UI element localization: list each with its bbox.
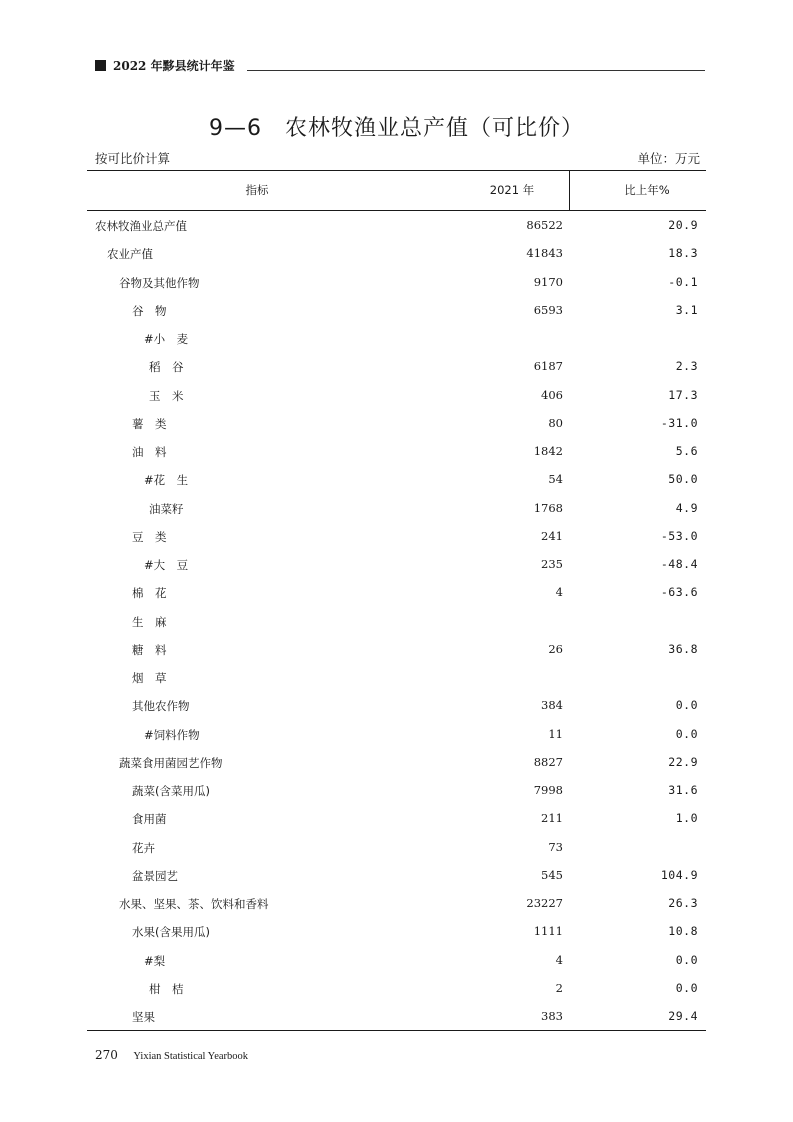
table-row xyxy=(87,297,706,325)
header-divider xyxy=(569,170,570,210)
table-row xyxy=(87,862,706,890)
row-ratio: 20.9 xyxy=(668,218,698,232)
row-ratio: 22.9 xyxy=(668,754,698,769)
row-value-2021: 73 xyxy=(548,839,563,854)
row-value-2021: 6593 xyxy=(533,302,563,317)
table-row xyxy=(87,664,706,692)
header-2021: 2021 年 xyxy=(489,183,535,197)
table-row xyxy=(87,495,706,523)
row-ratio: 10.8 xyxy=(668,924,698,939)
table-row xyxy=(87,636,706,664)
row-value-2021: 545 xyxy=(541,867,563,882)
table-row xyxy=(87,777,706,805)
running-head-rule xyxy=(247,70,705,71)
row-value-2021: 1768 xyxy=(533,500,563,515)
row-indicator-name: 其他农作物 xyxy=(132,699,190,714)
running-head xyxy=(95,56,705,76)
row-indicator-name: 玉 米 xyxy=(149,388,184,403)
row-ratio: -63.6 xyxy=(660,585,698,600)
row-value-2021: 1842 xyxy=(533,444,563,458)
row-value-2021: 384 xyxy=(541,698,563,713)
table-title: 9—6 农林牧渔业总产值（可比价） xyxy=(209,116,584,141)
header-indicator: 指标 xyxy=(245,183,269,197)
table-row xyxy=(87,834,706,862)
row-value-2021: 54 xyxy=(548,472,563,487)
row-value-2021: 8827 xyxy=(533,754,563,769)
row-value-2021: 1111 xyxy=(533,924,563,939)
row-ratio: 0.0 xyxy=(675,980,698,995)
table-row xyxy=(87,890,706,918)
row-value-2021: 9170 xyxy=(533,274,563,289)
table-row xyxy=(87,608,706,636)
row-value-2021: 6187 xyxy=(533,359,563,374)
row-value-2021: 2 xyxy=(555,980,563,995)
page-number: 270 xyxy=(95,1048,118,1062)
row-indicator-name: 农林牧渔业总产值 xyxy=(95,219,187,233)
row-indicator-name: 稻 谷 xyxy=(149,360,184,375)
table-row xyxy=(87,382,706,410)
table-row xyxy=(87,918,706,946)
row-ratio: 0.0 xyxy=(675,952,698,967)
row-indicator-name: 农业产值 xyxy=(107,247,153,262)
row-value-2021: 4 xyxy=(555,585,563,600)
row-ratio: 0.0 xyxy=(675,726,698,741)
table-bottom-rule xyxy=(87,1030,706,1031)
table-row xyxy=(87,269,706,297)
row-indicator-name: 烟 草 xyxy=(132,671,167,685)
row-ratio: 0.0 xyxy=(675,698,698,713)
table-row xyxy=(87,975,706,1003)
table-row xyxy=(87,240,706,268)
row-indicator-name: #花 生 xyxy=(144,473,189,488)
row-ratio: 36.8 xyxy=(668,641,698,656)
row-value-2021: 41843 xyxy=(526,246,563,261)
pricing-note: 按可比价计算 xyxy=(95,151,171,166)
table-row xyxy=(87,523,706,551)
row-ratio: 5.6 xyxy=(675,444,698,458)
row-indicator-name: 坚果 xyxy=(132,1010,155,1024)
row-ratio: 104.9 xyxy=(660,867,698,882)
row-ratio: 17.3 xyxy=(668,387,698,402)
table-header-rule xyxy=(87,210,706,211)
row-indicator-name: 花卉 xyxy=(132,840,155,855)
table-row xyxy=(87,410,706,438)
table-row xyxy=(87,212,706,240)
row-ratio: 31.6 xyxy=(668,783,698,797)
row-value-2021: 383 xyxy=(541,1009,563,1023)
row-value-2021: 235 xyxy=(541,557,563,571)
row-indicator-name: 薯 类 xyxy=(132,416,167,431)
row-value-2021: 406 xyxy=(541,387,563,402)
row-indicator-name: 谷物及其他作物 xyxy=(119,275,200,290)
row-ratio: -31.0 xyxy=(660,415,698,430)
row-indicator-name: #梨 xyxy=(144,953,166,968)
row-indicator-name: 豆 类 xyxy=(132,529,167,544)
row-value-2021: 26 xyxy=(548,641,563,656)
row-indicator-name: 蔬菜食用菌园艺作物 xyxy=(119,755,223,770)
row-indicator-name: 水果、坚果、茶、饮料和香料 xyxy=(119,897,269,911)
table-header xyxy=(87,170,706,210)
row-value-2021: 7998 xyxy=(533,783,563,797)
table-row xyxy=(87,692,706,720)
row-value-2021: 4 xyxy=(555,952,563,967)
row-ratio: 3.1 xyxy=(675,302,698,317)
row-indicator-name: 糖 料 xyxy=(132,642,167,657)
table-row xyxy=(87,721,706,749)
running-head-text: 2022 年黟县统计年鉴 xyxy=(113,59,235,73)
row-indicator-name: 蔬菜(含菜用瓜) xyxy=(132,784,210,798)
row-indicator-name: 谷 物 xyxy=(132,303,167,318)
row-indicator-name: 食用菌 xyxy=(132,812,167,827)
row-value-2021: 80 xyxy=(548,415,563,430)
table-row xyxy=(87,551,706,579)
table-row xyxy=(87,805,706,833)
table-row xyxy=(87,325,706,353)
table-row xyxy=(87,947,706,975)
row-indicator-name: 生 麻 xyxy=(132,614,167,629)
row-ratio: 1.0 xyxy=(675,811,698,826)
row-ratio: 26.3 xyxy=(668,896,698,910)
row-ratio: -53.0 xyxy=(660,528,698,543)
unit-note: 单位：万元 xyxy=(637,151,700,166)
table-body xyxy=(87,212,706,1031)
row-indicator-name: 盆景园艺 xyxy=(132,868,178,883)
header-ratio: 比上年% xyxy=(624,183,670,197)
row-indicator-name: 油菜籽 xyxy=(149,501,184,516)
row-ratio: -0.1 xyxy=(668,274,698,289)
row-value-2021: 211 xyxy=(541,811,563,826)
row-indicator-name: #饲料作物 xyxy=(144,727,200,742)
row-value-2021: 23227 xyxy=(526,896,563,910)
table-row xyxy=(87,749,706,777)
row-ratio: 2.3 xyxy=(675,359,698,374)
row-value-2021: 11 xyxy=(548,726,563,741)
table-row xyxy=(87,1003,706,1031)
row-indicator-name: 棉 花 xyxy=(132,586,167,601)
table-row xyxy=(87,466,706,494)
row-ratio: 29.4 xyxy=(668,1009,698,1023)
row-indicator-name: #大 豆 xyxy=(144,558,189,572)
table-row xyxy=(87,579,706,607)
row-ratio: -48.4 xyxy=(660,557,698,571)
row-ratio: 50.0 xyxy=(668,472,698,487)
table-row xyxy=(87,353,706,381)
row-indicator-name: #小 麦 xyxy=(144,332,189,346)
table-row xyxy=(87,438,706,466)
row-indicator-name: 水果(含果用瓜) xyxy=(132,925,210,940)
row-value-2021: 241 xyxy=(541,528,563,543)
row-ratio: 18.3 xyxy=(668,246,698,261)
row-indicator-name: 油 料 xyxy=(132,445,167,459)
yearbook-name: Yixian Statistical Yearbook xyxy=(133,1051,249,1062)
row-indicator-name: 柑 桔 xyxy=(149,981,184,996)
square-bullet-icon xyxy=(95,60,106,71)
page-footer xyxy=(95,1047,248,1065)
row-value-2021: 86522 xyxy=(526,218,563,232)
row-ratio: 4.9 xyxy=(675,500,698,515)
